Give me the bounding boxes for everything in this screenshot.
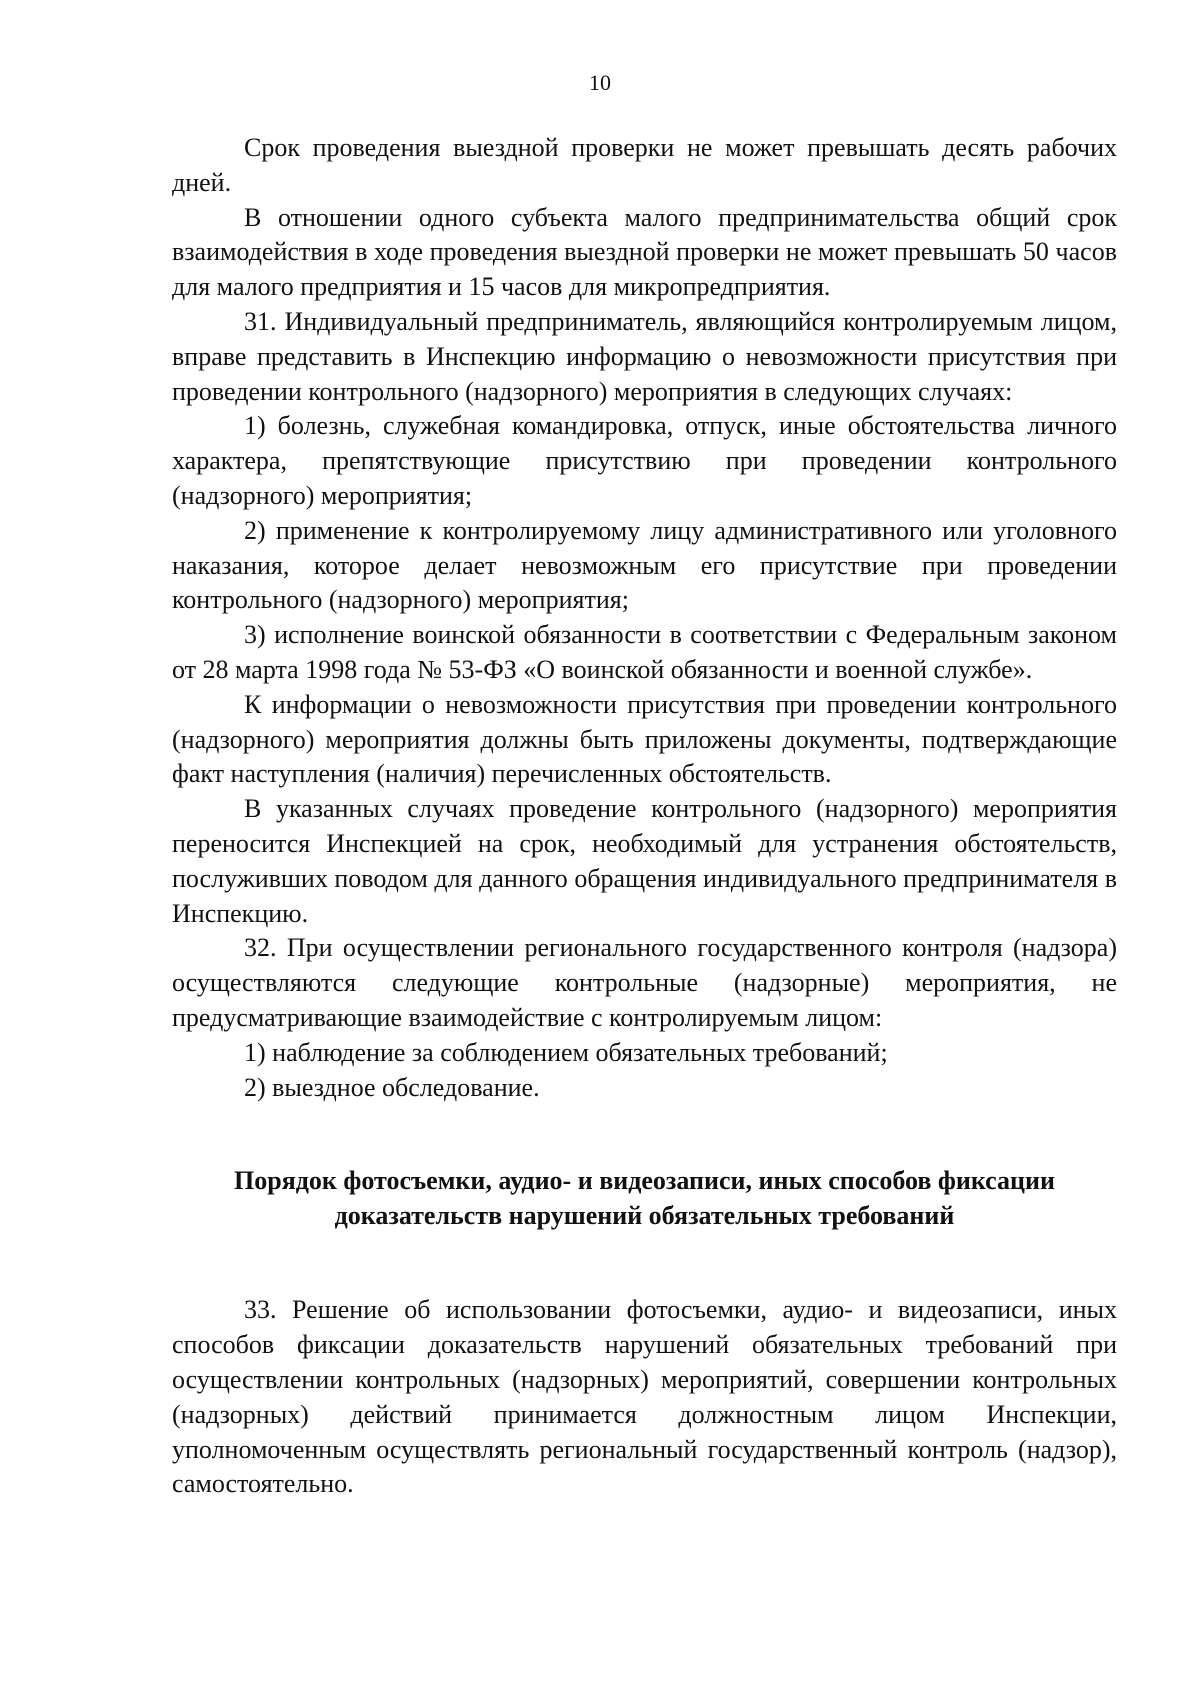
paragraph-item-33: 33. Решение об использовании фотосъемки, аудио- и видеозаписи, иных способов фиксации доказательств нарушений обязательных требований при осуществлении контрольных (надзорных) мероприятий, совершении контрольных (надзорных) действий принимается должностным лицом Инспекции, уполномоченным осуществлять региональный государственный контроль (надзор), самостоятельно. — [172, 1295, 1117, 1499]
paragraph-item-31: 31. Индивидуальный предприниматель, являющийся контролируемым лицом, вправе представить в Инспекцию информацию о невозможности присутствия при проведении контрольного (надзорного) мероприятия в следующих случаях: — [172, 306, 1117, 406]
paragraph-case-1: 1) болезнь, служебная командировка, отпуск, иные обстоятельства личного характера, препятствующие присутствию при проведении контрольного (надзорного) мероприятия; — [172, 411, 1117, 510]
paragraph-case-2: 2) применение к контролируемому лицу административного или уголовного наказания, которое делает невозможным его присутствие при проведении контрольного (надзорного) мероприятия; — [172, 515, 1117, 615]
section-heading — [172, 1163, 1117, 1233]
section-heading-line-1: Порядок фотосъемки, аудио- и видеозаписи, иных способов фиксации — [234, 1166, 1055, 1196]
document-body — [172, 131, 1117, 1502]
paragraph-measure-1: 1) наблюдение за соблюдением обязательных требований; — [244, 1037, 888, 1067]
paragraph-measure-2: 2) выездное обследование. — [244, 1072, 540, 1102]
page-number: 10 — [589, 70, 611, 95]
section-heading-line-2: доказательств нарушений обязательных требований — [334, 1201, 955, 1231]
paragraph-item-32: 32. При осуществлении регионального государственного контроля (надзора) осуществляются следующие контрольные (надзорные) мероприятия, не предусматривающие взаимодействие с контролируемым лицом: — [172, 933, 1117, 1032]
paragraph-documents: К информации о невозможности присутствия при проведении контрольного (надзорного) мероприятия должны быть приложены документы, подтверждающие факт наступления (наличия) перечисленных обстоятельств. — [172, 689, 1117, 789]
paragraph-postponement: В указанных случаях проведение контрольного (надзорного) мероприятия переносится Инспекцией на срок, необходимый для устранения обстоятельств, послуживших поводом для данного обращения индивидуального предпринимателя в Инспекцию. — [172, 794, 1117, 928]
paragraph-case-3: 3) исполнение воинской обязанности в соответствии с Федеральным законом от 28 марта 1998 года № 53-ФЗ «О воинской обязанности и военной службе». — [172, 620, 1117, 684]
paragraph-small-business-limit: В отношении одного субъекта малого предпринимательства общий срок взаимодействия в ходе проведения выездной проверки не может превышать 50 часов для малого предприятия и 15 часов для микропредприятия. — [172, 202, 1117, 302]
paragraph-inspection-term: Срок проведения выездной проверки не может превышать десять рабочих дней. — [172, 133, 1117, 197]
